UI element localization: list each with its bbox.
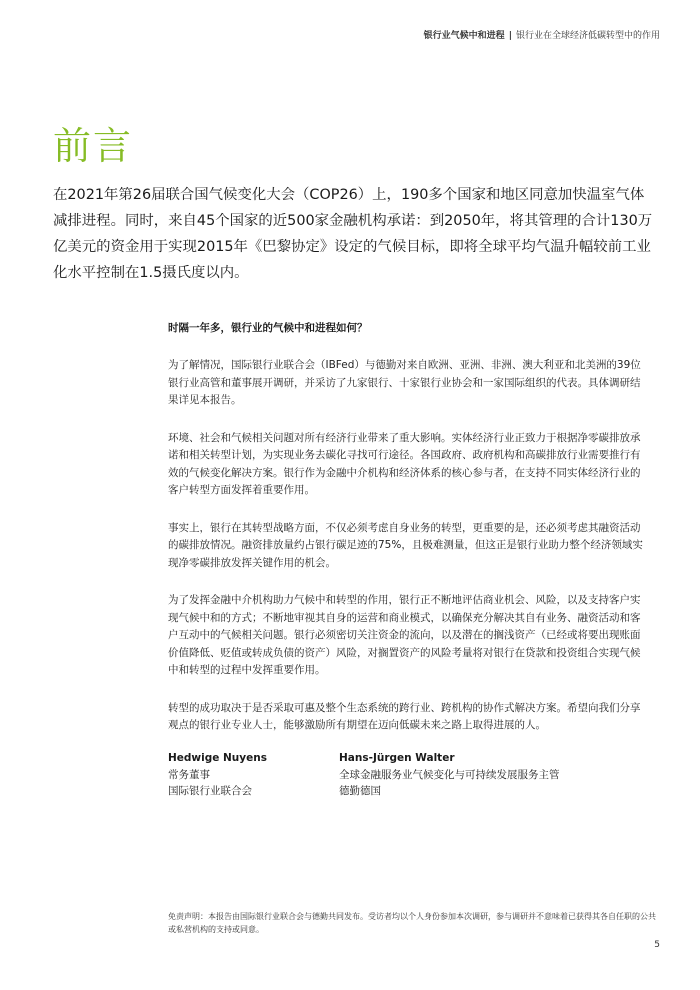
body-paragraph: 事实上，银行在其转型战略方面，不仅必须考虑自身业务的转型，更重要的是，还必须考虑其融资活动的碳排放情况。融资排放量约占银行碳足迹的75%，且极难测量，但这正是银行业助力整个经济领域实现净零碳排放发挥关键作用的机会。 [168, 521, 643, 569]
signatory-title: 全球金融服务业气候变化与可持续发展服务主管 [339, 768, 560, 781]
signatory-name: Hans-Jürgen Walter [339, 752, 455, 764]
report-title: 银行业气候中和进程 [423, 31, 505, 41]
section-heading: 时隔一年多，银行业的气候中和进程如何？ [168, 322, 368, 334]
signatory-organization: 国际银行业联合会 [168, 785, 252, 797]
body-content [168, 320, 650, 755]
body-paragraph: 环境、社会和气候相关问题对所有经济行业带来了重大影响。实体经济行业正致力于根据净零碳排放承诺和相关转型计划，为实现业务去碳化寻找可行途径。各国政府、政府机构和高碳排放行业需要推行有效的气候变化解决方案。银行作为金融中介机构和经济体系的核心参与者，在支持不同实体经济行业的客户转型方面发挥着重要作用。 [168, 431, 641, 496]
signature-block [168, 750, 650, 800]
header-separator: | [508, 31, 512, 41]
page-title: 前言 [53, 124, 134, 168]
running-header [424, 28, 660, 41]
body-paragraph: 转型的成功取决于是否采取可惠及整个生态系统的跨行业、跨机构的协作式解决方案。希望向我们分享观点的银行业专业人士，能够激励所有期望在迈向低碳未来之路上取得进展的人。 [168, 701, 641, 731]
body-paragraph: 为了发挥金融中介机构助力气候中和转型的作用，银行正不断地评估商业机会、风险，以及支持客户实现气候中和的方式；不断地审视其自身的运营和商业模式，以确保充分解决其自有业务、融资活动和客户互动中的气候相关问题。银行必须密切关注资金的流向，以及潜在的搁浅资产（已经或将要出现账面价值降低、贬值或转成负债的资产）风险，对搁置资产的风险考量将对银行在贷款和投资组合实现气候中和转型的过程中发挥重要作用。 [168, 594, 641, 676]
page-number: 5 [654, 940, 660, 950]
signatory-organization: 德勤德国 [339, 785, 381, 797]
lead-paragraph: 在2021年第26届联合国气候变化大会（COP26）上，190多个国家和地区同意加快温室气体减排进程。同时，来自45个国家的近500家金融机构承诺：到2050年，将其管理的合计130万亿美元的资金用于实现2015年《巴黎协定》设定的气候目标，即将全球平均气温升幅较前工业化水平控制在1.5摄氏度以内。 [53, 187, 653, 281]
report-subtitle: 银行业在全球经济低碳转型中的作用 [515, 31, 660, 41]
signatory-title: 常务董事 [168, 768, 210, 781]
disclaimer: 免责声明：本报告由国际银行业联合会与德勤共同发布。受访者均以个人身份参加本次调研，参与调研并不意味着已获得其各自任职的公共或私营机构的支持或同意。 [168, 912, 656, 934]
signatory-name: Hedwige Nuyens [168, 752, 267, 764]
signature-walter [339, 750, 639, 800]
signature-nuyens [168, 750, 339, 800]
body-paragraph: 为了解情况，国际银行业联合会（IBFed）与德勤对来自欧洲、亚洲、非洲、澳大利亚和北美洲的39位银行业高管和董事展开调研，并采访了九家银行、十家银行业协会和一家国际组织的代表。具体调研结果详见本报告。 [168, 359, 641, 406]
